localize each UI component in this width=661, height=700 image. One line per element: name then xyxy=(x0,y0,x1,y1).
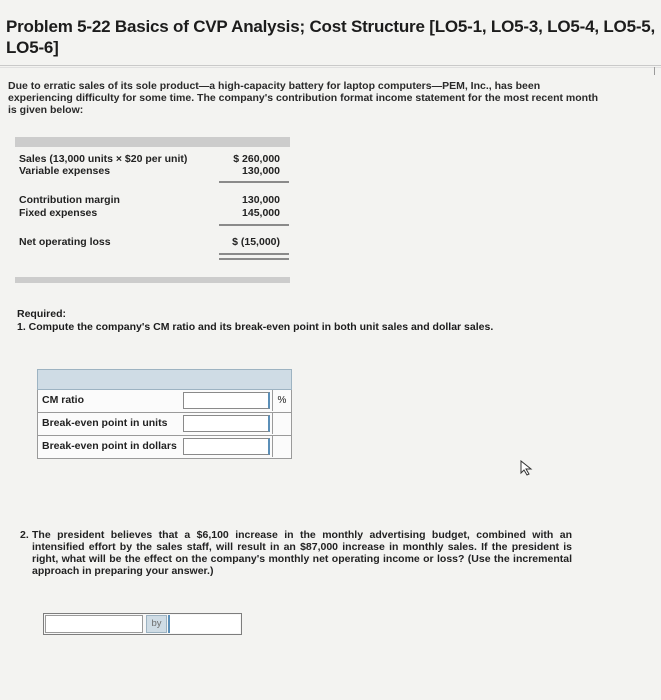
subtotal-rule-2 xyxy=(219,224,289,226)
question-2 xyxy=(20,529,572,577)
question-1: 1. Compute the company's CM ratio and its break-even point in both unit sales and dollar sales. xyxy=(17,321,494,333)
required-heading: Required: xyxy=(17,308,67,320)
break-even-units-label: Break-even point in units xyxy=(42,417,168,429)
title-divider-shadow xyxy=(0,67,661,68)
break-even-units-unit xyxy=(272,413,291,434)
net-operating-loss-value: $ (15,000) xyxy=(232,236,280,248)
q1-answer-table xyxy=(37,369,292,459)
percent-unit: % xyxy=(272,390,291,411)
q2-answer-row xyxy=(43,613,242,635)
statement-footer-bar xyxy=(15,277,290,283)
statement-header-bar xyxy=(15,137,290,147)
title-divider xyxy=(0,65,661,66)
break-even-units-input[interactable] xyxy=(183,415,270,432)
problem-title: Problem 5-22 Basics of CVP Analysis; Cost Structure [LO5-1, LO5-3, LO5-4, LO5-5, LO5-6] xyxy=(6,17,656,57)
fixed-expenses-value: 145,000 xyxy=(242,207,280,219)
question-2-number: 2. xyxy=(20,529,29,541)
subtotal-rule-1 xyxy=(219,181,289,183)
mouse-pointer-icon xyxy=(520,460,534,476)
edge-mark xyxy=(654,67,655,75)
effect-direction-select[interactable] xyxy=(45,615,143,633)
break-even-dollars-label: Break-even point in dollars xyxy=(42,440,177,452)
variable-expenses-label: Variable expenses xyxy=(19,165,111,177)
fixed-expenses-label: Fixed expenses xyxy=(19,207,98,219)
total-rule-bottom xyxy=(219,258,289,260)
sales-value: $ 260,000 xyxy=(233,153,280,165)
cm-ratio-row xyxy=(37,390,292,413)
cm-ratio-input[interactable] xyxy=(183,392,270,409)
contribution-margin-label: Contribution margin xyxy=(19,194,120,206)
sales-label: Sales (13,000 units × $20 per unit) xyxy=(19,153,188,165)
break-even-dollars-row xyxy=(37,436,292,459)
cm-ratio-label: CM ratio xyxy=(42,394,84,406)
effect-amount-input[interactable] xyxy=(168,615,240,633)
net-operating-loss-label: Net operating loss xyxy=(19,236,111,248)
problem-intro: Due to erratic sales of its sole product—a high-capacity battery for laptop computers—PEM, Inc., has been experiencing difficulty for some time. The company's contribution format income statement for the most recent month is given below: xyxy=(8,80,598,116)
break-even-units-row xyxy=(37,413,292,436)
by-label: by xyxy=(146,615,167,633)
q1-table-header xyxy=(37,369,292,390)
contribution-margin-value: 130,000 xyxy=(242,194,280,206)
break-even-dollars-unit xyxy=(272,436,291,457)
variable-expenses-value: 130,000 xyxy=(242,165,280,177)
total-rule-top xyxy=(219,253,289,255)
break-even-dollars-input[interactable] xyxy=(183,438,270,455)
question-2-text: The president believes that a $6,100 increase in the monthly advertising budget, combined with an intensified effort by the sales staff, will result in an $87,000 increase in monthly sales. If the president is right, what will be the effect on the company's monthly net operating income or loss? (Use the incremental approach in preparing your answer.) xyxy=(32,529,572,577)
